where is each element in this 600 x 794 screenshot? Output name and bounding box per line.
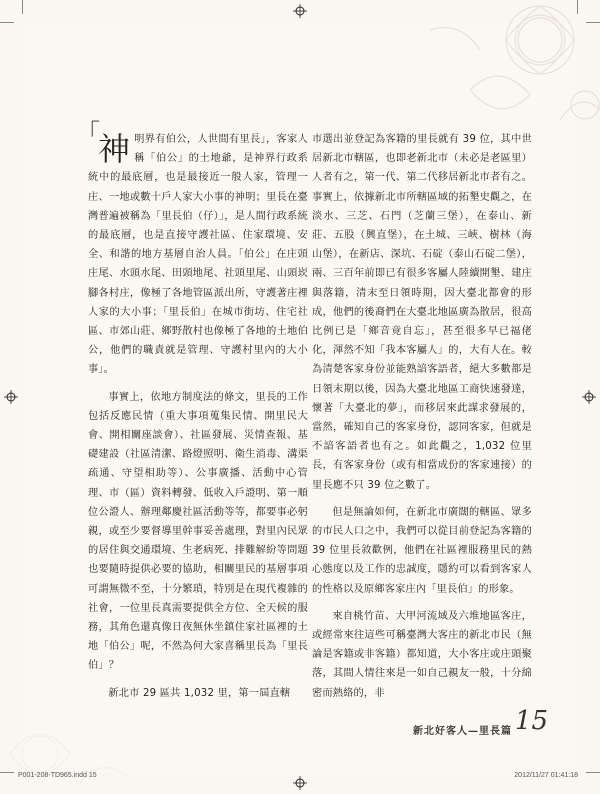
registration-mark-icon (293, 776, 307, 790)
drop-cap: 神 (98, 130, 131, 168)
opening-quote: 「 (76, 119, 101, 147)
flower-ornament-icon (410, 0, 600, 140)
crop-mark (586, 22, 600, 23)
body-paragraph: 來自桃竹苗、大甲河流域及六堆地區客庄，或經常來往這些可稱臺灣大客庄的新北市民（無論是客籍或非客籍）都知道，大小客庄或庄頭聚落，其間人情往來是一如自己親友一般，十分綿密而熱絡的，非 (312, 610, 532, 699)
running-title: 新北好客人—里長篇 (413, 726, 512, 737)
left-column (76, 119, 308, 703)
print-slug-timestamp: 2012/11/27 01:41:18 (514, 772, 578, 779)
crop-mark (577, 0, 578, 14)
right-column (312, 130, 532, 703)
registration-mark-icon (582, 390, 596, 404)
crop-mark (586, 772, 600, 773)
body-paragraph: 市選出並登記為客籍的里長就有 39 位，其中世居新北市轄區，也即老新北市（未必是老區里）人者有之，第一代、第二代移居新北市者有之。事實上，依據新北市所轄區域的拓墾史觀之，在淡水、三芝、石門（芝蘭三堡），在泰山、新莊、五股（興直堡），在土城、三峽、樹林（海山堡），在新店、深坑、石碇（泰山石碇二堡），兩、三百年前即已有很多客屬人陸續開墾、建庄與落籍，清末至日領時期，因大臺北都會的形成，他們的後裔們在大臺北地區廣為散居，很高比例已是「鄉音竟自忘」，甚至很多早已福佬化，渾然不知「我本客屬人」的，大有人在。較為清楚客家身份並能熟諳客語者，絕大多數都是日領末期以後，因為大臺北地區工商快速發達，懷著「大臺北的夢」，而移居來此謀求發展的，當然，確知自己的客家身份，認同客家，但就是不諳客語者也有之。如此觀之，1,032 位里長，有客家身份（或有相當成份的客家連接）的里長應不只 39 位之數了。 (312, 134, 532, 491)
body-paragraph: 明界有伯公，人世間有里長」，客家人稱「伯公」的土地爺，是神界行政系統中的最底層，也是最接近一般人家，管理一庄、一地或數十戶人家大小事的神明；里長在臺灣普遍被稱為「里長伯（仔）」，是人間行政系統的最底層，也是直接守護社區、住家環境、安全、和諧的地方基層自治人員。「伯公」在庄頭庄尾、水頭水尾、田頭地尾、社頭里尾、山頭崁腳各村庄，像極了各地管區派出所，守護著庄裡人家的大小事；「里長伯」在城市街坊、住宅社區、市郊山莊、鄉野散村也像極了各地的土地伯公，他們的職責就是管理、守護村里內的大小事」。 (88, 134, 308, 376)
crop-mark (0, 22, 14, 23)
page-number: 15 (514, 706, 548, 736)
body-paragraph: 但是無論如何，在新北市廣闊的轄區、眾多的市民人口之中，我們可以從目前登記為客籍的 39 位里長敘歡例，他們在社區裡服務里民的熱心態度以及工作的忠誠度，隱約可以看到客家人的性格以及原鄉客家庄內「里長伯」的形象。 (312, 506, 532, 595)
opening-paragraph (76, 119, 308, 380)
registration-mark-icon (293, 4, 307, 18)
body-paragraph: 新北市 29 區共 1,032 里，第一屆直轄 (108, 687, 291, 699)
body-paragraph: 事實上，依地方制度法的條文，里長的工作包括反應民情（重大事項蒐集民情、開里民大會、開相關座談會）、社區發展、災情查報、基礎建設（社區清潔、路燈照明、衛生消毒、溝渠疏通、守望相助等）、公事廣播、活動中心管理、市（區）資料轉發、低收入戶證明、第一順位公證人、辦理鄰慶社區活動等等，都要事必躬親，或至少要督導里幹事妥善處理，對里內民眾的居住與交通環境、生老病死、排難解紛等問題也要隨時提供必要的協助，相關里民的基層事項可謂無微不至，十分繁瑣，特別是在現代複雜的社會，一位里長真需要提供全方位、全天候的服務，其角色還真像日夜無休坐鎮住家社區裡的土地「伯公」呢，不然為何大家喜稱里長為「里長伯」？ (88, 391, 308, 672)
registration-mark-icon (4, 390, 18, 404)
crop-mark (22, 0, 23, 14)
print-slug-file: P001-208-TD965.indd 15 (18, 772, 97, 779)
crop-mark (0, 772, 14, 773)
